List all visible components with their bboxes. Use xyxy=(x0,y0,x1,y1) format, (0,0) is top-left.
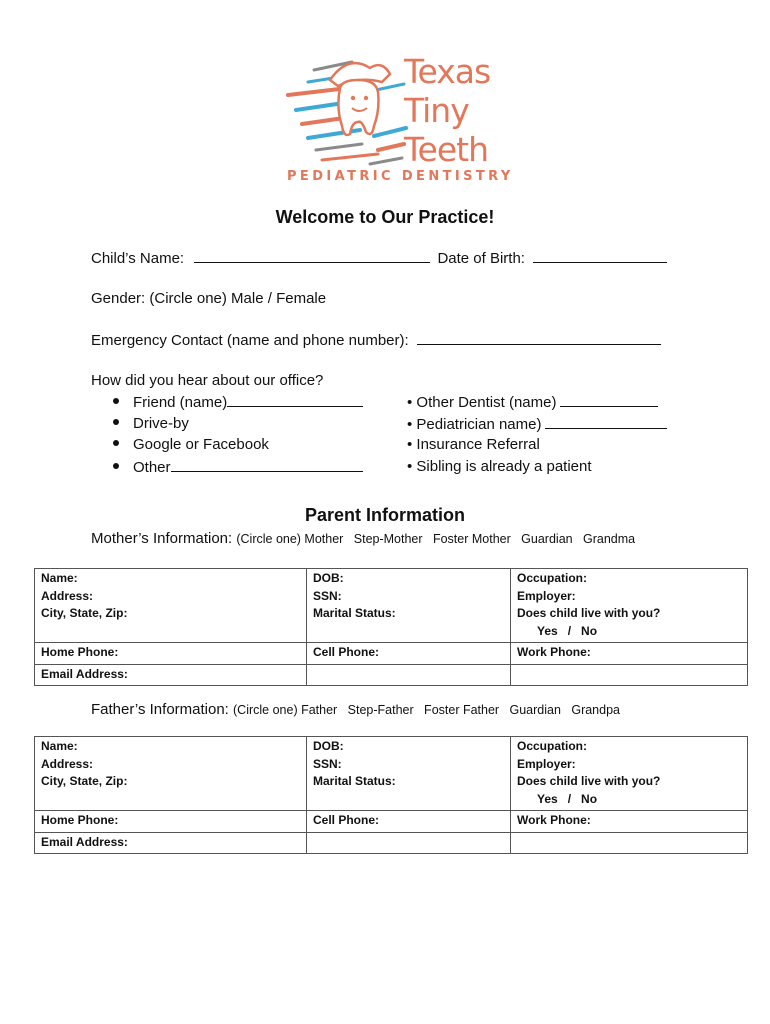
referral-option-pediatrician[interactable]: • Pediatrician name) xyxy=(407,415,667,433)
child-name-line xyxy=(91,249,667,267)
father-name-cell[interactable]: Name: Address: City, State, Zip: xyxy=(35,737,307,811)
referral-option-insurance[interactable]: • Insurance Referral xyxy=(407,436,540,453)
father-info-table xyxy=(34,736,748,854)
referral-option-friend[interactable]: Friend (name) xyxy=(113,393,363,411)
dob-field[interactable] xyxy=(533,249,667,263)
gender-line[interactable]: Gender: (Circle one) Male / Female xyxy=(91,290,327,307)
referral-question: How did you hear about our office? xyxy=(91,372,324,389)
mother-name-cell[interactable]: Name: Address: City, State, Zip: xyxy=(35,569,307,643)
bullet-icon xyxy=(113,463,119,469)
father-work-phone-cell[interactable]: Work Phone: xyxy=(511,811,748,833)
mother-info-heading: Mother’s Information: (Circle one) Mother Step-Mother Foster Mother Guardian Grandma xyxy=(91,530,636,547)
emergency-contact-label: Emergency Contact (name and phone number): xyxy=(91,332,409,349)
mother-empty-cell[interactable] xyxy=(307,664,511,686)
father-empty-cell[interactable] xyxy=(307,832,511,854)
logo-wordmark: Texas Tiny Teeth xyxy=(404,52,491,169)
father-occupation-cell[interactable]: Occupation: Employer: Does child live with you? Yes / No xyxy=(511,737,748,811)
parent-information-title: Parent Information xyxy=(304,505,465,525)
mother-info-table xyxy=(34,568,748,686)
mother-occupation-cell[interactable]: Occupation: Employer: Does child live with you? Yes / No xyxy=(511,569,748,643)
bullet-icon xyxy=(113,398,119,404)
welcome-title: Welcome to Our Practice! xyxy=(275,207,495,227)
child-name-field[interactable] xyxy=(194,249,430,263)
emergency-contact-line xyxy=(91,331,661,349)
child-name-label: Child’s Name: xyxy=(91,250,185,267)
tooth-cowboy-icon xyxy=(330,63,390,135)
bullet-icon xyxy=(113,440,119,446)
mother-dob-cell[interactable]: DOB: SSN: Marital Status: xyxy=(307,569,511,643)
mother-home-phone-cell[interactable]: Home Phone: xyxy=(35,643,307,665)
referral-option-other[interactable]: Other xyxy=(113,458,363,476)
referral-option-driveby[interactable]: Drive-by xyxy=(113,415,189,432)
other-dentist-field[interactable] xyxy=(560,393,658,407)
mother-relationship-options[interactable]: (Circle one) Mother Step-Mother Foster Mother Guardian Grandma xyxy=(236,532,636,546)
other-field[interactable] xyxy=(171,458,363,472)
father-info-heading: Father’s Information: (Circle one) Father Step-Father Foster Father Guardian Grandpa xyxy=(91,701,620,718)
mother-email-cell[interactable]: Email Address: xyxy=(35,664,307,686)
friend-name-field[interactable] xyxy=(227,393,363,407)
mother-empty-cell[interactable] xyxy=(511,664,748,686)
bullet-icon xyxy=(113,419,119,425)
father-email-cell[interactable]: Email Address: xyxy=(35,832,307,854)
referral-option-google[interactable]: Google or Facebook xyxy=(113,436,269,453)
mother-cell-phone-cell[interactable]: Cell Phone: xyxy=(307,643,511,665)
father-home-phone-cell[interactable]: Home Phone: xyxy=(35,811,307,833)
father-dob-cell[interactable]: DOB: SSN: Marital Status: xyxy=(307,737,511,811)
referral-option-other-dentist[interactable]: • Other Dentist (name) xyxy=(407,393,658,411)
referral-option-sibling[interactable]: • Sibling is already a patient xyxy=(407,458,592,475)
father-live-with-yes-no: Yes / No xyxy=(537,791,598,806)
mother-work-phone-cell[interactable]: Work Phone: xyxy=(511,643,748,665)
pediatrician-field[interactable] xyxy=(545,415,667,429)
father-cell-phone-cell[interactable]: Cell Phone: xyxy=(307,811,511,833)
logo-tagline: PEDIATRIC DENTISTRY xyxy=(287,169,514,184)
dob-label: Date of Birth: xyxy=(437,250,525,267)
emergency-contact-field[interactable] xyxy=(417,331,661,345)
father-empty-cell[interactable] xyxy=(511,832,748,854)
mother-live-with-yes-no: Yes / No xyxy=(537,623,598,638)
father-relationship-options[interactable]: (Circle one) Father Step-Father Foster Father Guardian Grandpa xyxy=(233,703,620,717)
